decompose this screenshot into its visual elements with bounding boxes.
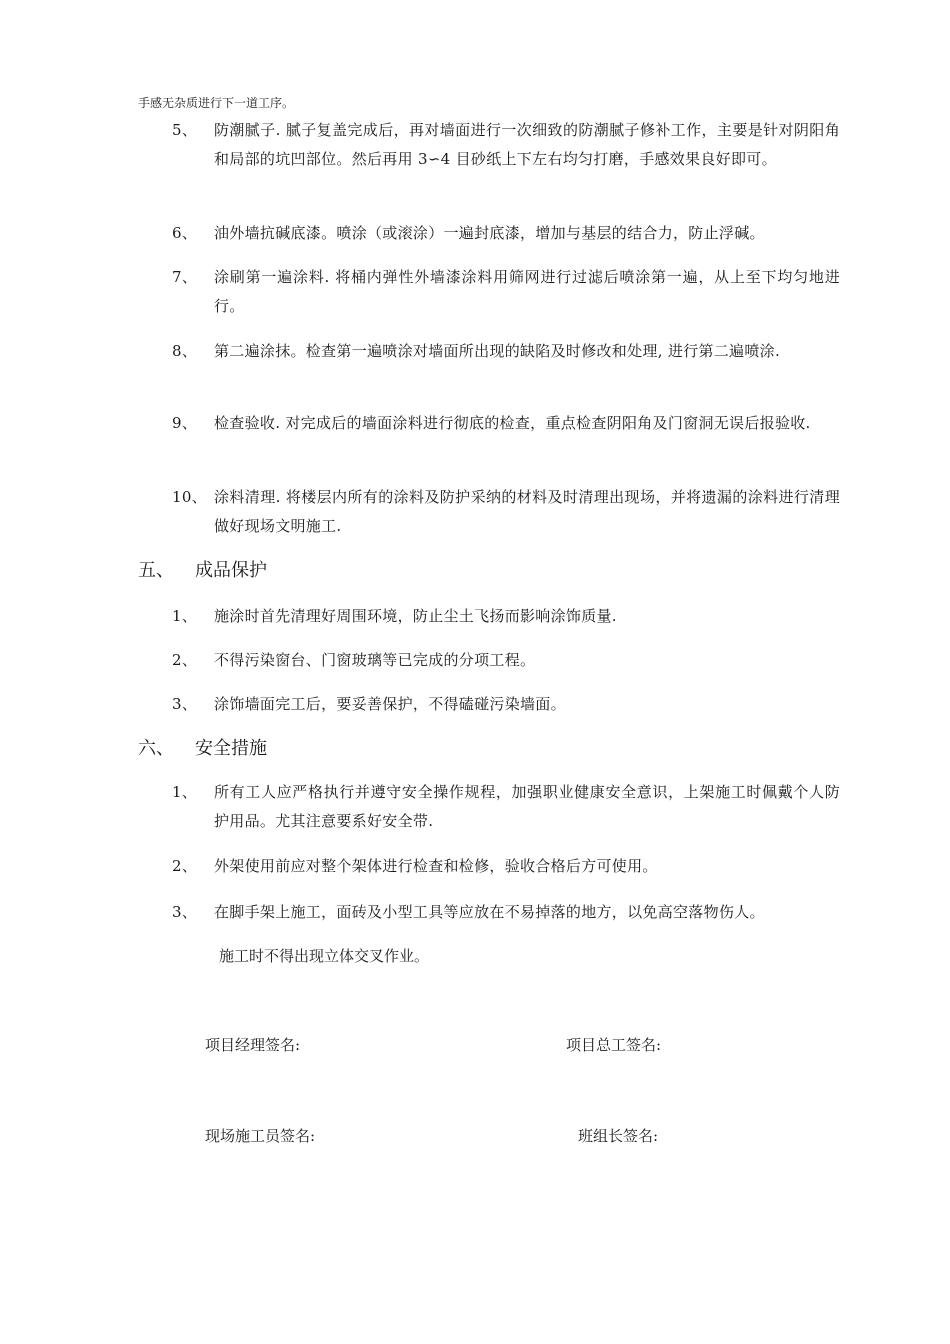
lead-text: 手感无杂质进行下一道工序。	[138, 96, 295, 110]
section-number: 五、	[138, 560, 174, 581]
signature-team-leader: 班组长签名:	[578, 1127, 659, 1145]
step-item-8	[172, 337, 840, 366]
step-number: 6、	[172, 224, 198, 242]
step-item-5	[172, 116, 840, 174]
step-text: 涂料清理. 将楼层内所有的涂料及防护采纳的材料及时清理出现场，并将遗漏的涂料进行清理做好现场文明施工.	[214, 488, 840, 535]
step-number: 7、	[172, 268, 198, 286]
signature-chief-engineer: 项目总工签名:	[566, 1036, 662, 1054]
safety-item-2	[172, 852, 840, 881]
section-title: 成品保护	[195, 560, 267, 581]
item-text: 不得污染窗台、门窗玻璃等已完成的分项工程。	[214, 651, 536, 669]
protection-item-2	[172, 646, 840, 675]
safety-note: 施工时不得出现立体交叉作业。	[219, 947, 430, 965]
signature-site-staff: 现场施工员签名:	[205, 1127, 316, 1145]
item-number: 2、	[172, 857, 198, 875]
step-text: 第二遍涂抹。检查第一遍喷涂对墙面所出现的缺陷及时修改和处理, 进行第二遍喷涂.	[214, 342, 781, 360]
step-text: 检查验收. 对完成后的墙面涂料进行彻底的检查，重点检查阴阳角及门窗洞无误后报验收.	[214, 414, 811, 432]
step-number: 10、	[172, 488, 207, 506]
safety-item-3	[172, 898, 840, 927]
step-number: 9、	[172, 414, 198, 432]
item-number: 1、	[172, 607, 198, 625]
section-number: 六、	[138, 738, 174, 759]
step-number: 8、	[172, 342, 198, 360]
item-text: 所有工人应严格执行并遵守安全操作规程，加强职业健康安全意识，上架施工时佩戴个人防护用品。尤其注意要系好安全带.	[214, 783, 840, 830]
step-number: 5、	[172, 121, 198, 139]
step-text: 涂刷第一遍涂料. 将桶内弹性外墙漆涂料用筛网进行过滤后喷涂第一遍，从上至下均匀地进行。	[214, 268, 840, 315]
step-text: 油外墙抗碱底漆。喷涂（或滚涂）一遍封底漆，增加与基层的结合力，防止浮碱。	[214, 224, 765, 242]
protection-item-1	[172, 602, 840, 631]
safety-item-1	[172, 778, 840, 836]
section-title: 安全措施	[195, 738, 267, 759]
protection-item-3	[172, 690, 840, 719]
step-text: 防潮腻子. 腻子复盖完成后，再对墙面进行一次细致的防潮腻子修补工作，主要是针对阴阳角和局部的坑凹部位。然后再用 3∽4 目砂纸上下左右均匀打磨，手感效果良好即可。	[214, 121, 840, 168]
item-number: 3、	[172, 903, 198, 921]
step-item-9	[172, 409, 840, 438]
item-number: 3、	[172, 695, 198, 713]
step-item-10	[172, 483, 840, 541]
item-number: 2、	[172, 651, 198, 669]
step-item-7	[172, 263, 840, 321]
item-text: 施涂时首先清理好周围环境，防止尘土飞扬而影响涂饰质量.	[214, 607, 617, 625]
item-text: 涂饰墙面完工后，要妥善保护，不得磕碰污染墙面。	[214, 695, 566, 713]
item-text: 在脚手架上施工，面砖及小型工具等应放在不易掉落的地方，以免高空落物伤人。	[214, 903, 765, 921]
signature-project-manager: 项目经理签名:	[205, 1036, 301, 1054]
item-number: 1、	[172, 783, 198, 801]
step-item-6	[172, 219, 840, 248]
item-text: 外架使用前应对整个架体进行检查和检修，验收合格后方可使用。	[214, 857, 658, 875]
